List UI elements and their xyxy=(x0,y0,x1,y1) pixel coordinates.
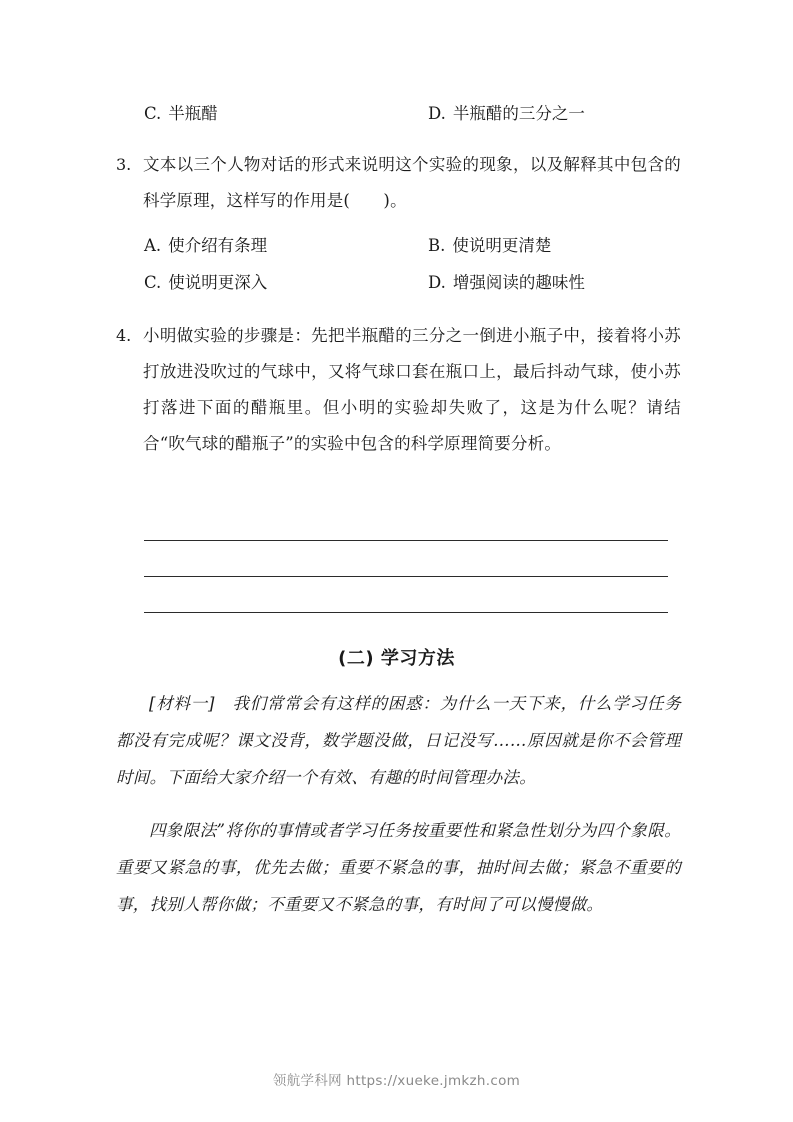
question-4-number: 4. xyxy=(116,326,132,345)
option-c-q2-text: 半瓶醋 xyxy=(168,104,218,123)
question-4-text: 小明做实验的步骤是：先把半瓶醋的三分之一倒进小瓶子中，接着将小苏打放进没吹过的气球中，又将气球口套在瓶口上，最后抖动气球，使小苏打落进下面的醋瓶里。但小明的实验却失败了，这是为什么呢？请结合“吹气球的醋瓶子”的实验中包含的科学原理简要分析。 xyxy=(143,326,681,453)
option-c-q3-label: C. xyxy=(144,273,162,292)
option-b-q3-label: B. xyxy=(428,236,446,255)
answer-lines-q4[interactable] xyxy=(144,540,668,613)
option-b-q3-text: 使说明更清楚 xyxy=(452,236,552,255)
question-3 xyxy=(116,147,681,219)
option-d-q2-text: 半瓶醋的三分之一 xyxy=(452,104,585,123)
option-c-q3[interactable] xyxy=(144,265,267,301)
option-a-q3-text: 使介绍有条理 xyxy=(168,236,268,255)
option-a-q3[interactable] xyxy=(144,228,267,264)
material-one-paragraph-1: [材料一] 我们常常会有这样的困惑：为什么一天下来，什么学习任务都没有完成呢？课文没背，数学题没做，日记没写……原因就是你不会管理时间。下面给大家介绍一个有效、有趣的时间管理办法。 xyxy=(116,694,681,787)
answer-line[interactable] xyxy=(144,540,668,541)
option-row-q3-cd xyxy=(116,265,681,301)
option-a-q3-label: A. xyxy=(144,236,162,255)
option-c-q2-label: C. xyxy=(144,104,162,123)
option-c-q3-text: 使说明更深入 xyxy=(168,273,268,292)
material-one-paragraph-2: 四象限法”将你的事情或者学习任务按重要性和紧急性划分为四个象限。重要又紧急的事，优先去做；重要不紧急的事，抽时间去做；紧急不重要的事，找别人帮你做；不重要又不紧急的事，有时间了可以慢慢做。 xyxy=(116,821,681,914)
option-c-q2[interactable] xyxy=(144,96,218,132)
option-row-q2-cd xyxy=(116,96,681,132)
footer-watermark: 领航学科网 https://xueke.jmkzh.com xyxy=(272,1073,521,1089)
option-b-q3[interactable] xyxy=(428,228,551,264)
question-3-text: 文本以三个人物对话的形式来说明这个实验的现象，以及解释其中包含的科学原理，这样写的作用是( )。 xyxy=(143,155,681,210)
answer-line[interactable] xyxy=(144,576,668,577)
option-d-q3-text: 增强阅读的趣味性 xyxy=(452,273,585,292)
option-d-q3[interactable] xyxy=(428,265,585,301)
question-3-number: 3. xyxy=(116,155,132,174)
option-d-q2-label: D. xyxy=(428,104,446,123)
option-row-q3-ab xyxy=(116,228,681,264)
section-heading: (二) 学习方法 xyxy=(338,648,455,669)
option-d-q2[interactable] xyxy=(428,96,585,132)
option-d-q3-label: D. xyxy=(428,273,446,292)
question-4 xyxy=(116,318,681,462)
answer-line[interactable] xyxy=(144,612,668,613)
